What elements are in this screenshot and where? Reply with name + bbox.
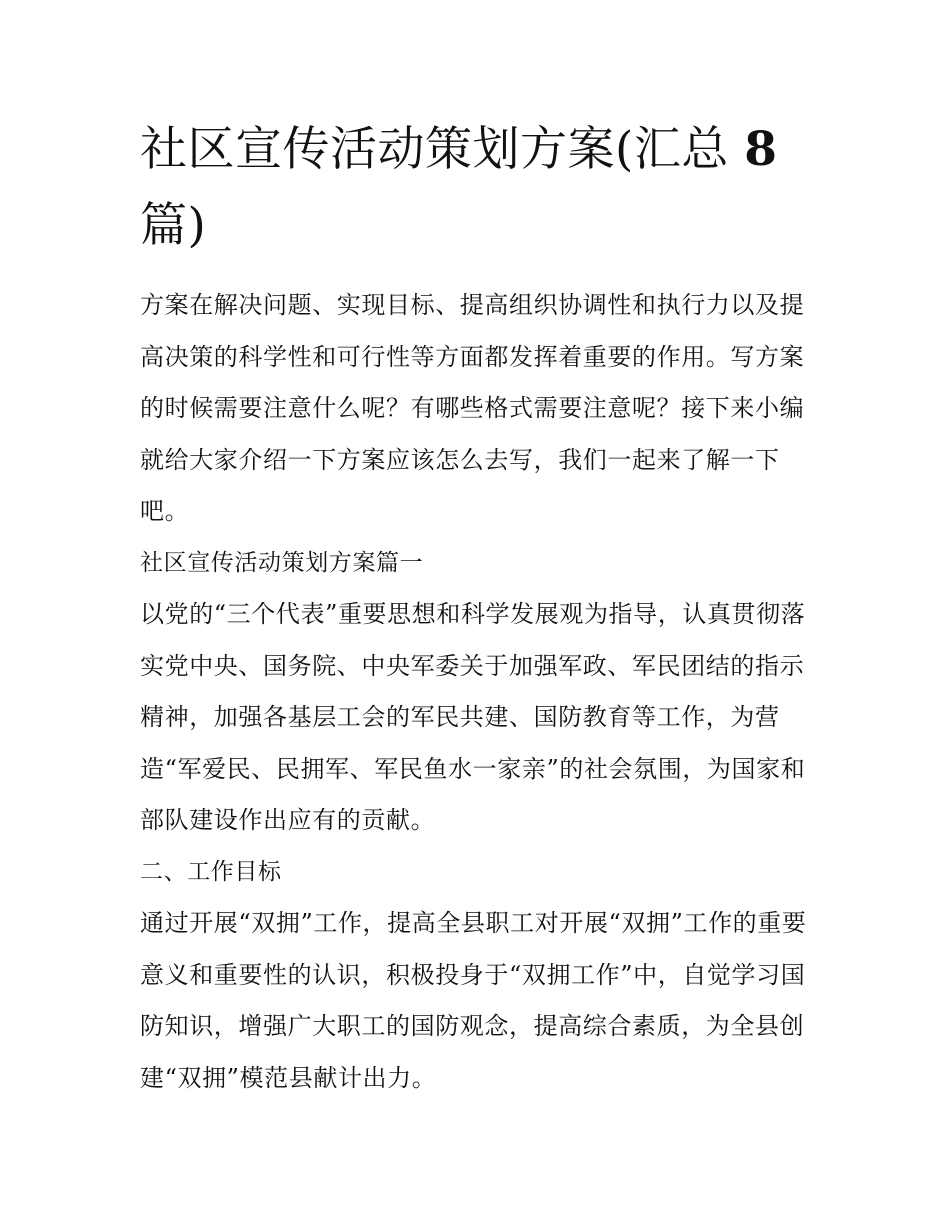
intro-paragraph xyxy=(140,280,820,538)
title-end-text: 篇) xyxy=(140,198,207,253)
section-two-paragraph xyxy=(140,898,820,1104)
section-two-line: 意义和重要性的认识，积极投身于“双拥工作”中，自觉学习国 xyxy=(140,960,806,989)
section-two-line: 防知识，增强广大职工的国防观念，提高综合素质，为全县创 xyxy=(140,1012,805,1040)
intro-line: 就给大家介绍一下方案应该怎么去写，我们一起来了解一下 xyxy=(140,445,780,474)
section-one-line: 部队建设作出应有的贡献。 xyxy=(140,806,436,834)
title-main-text: 社区宣传活动策划方案(汇总 xyxy=(140,122,729,177)
intro-line: 高决策的科学性和可行性等方面都发挥着重要的作用。写方案 xyxy=(140,342,805,371)
section-one-heading: 社区宣传活动策划方案篇一 xyxy=(140,549,424,576)
section-one-line: 以党的“三个代表”重要思想和科学发展观为指导，认真贯彻落 xyxy=(140,600,806,628)
intro-line: 的时候需要注意什么呢？有哪些格式需要注意呢？接下来小编 xyxy=(140,394,805,422)
intro-line: 吧。 xyxy=(140,497,190,525)
section-one-line: 精神，加强各基层工会的军民共建、国防教育等工作，为营 xyxy=(140,703,780,731)
section-two-heading: 二、工作目标 xyxy=(140,858,282,885)
section-two-line: 建“双拥”模范县献计出力。 xyxy=(140,1063,437,1092)
intro-line: 方案在解决问题、实现目标、提高组织协调性和执行力以及提 xyxy=(140,291,805,319)
title-number: 8 xyxy=(744,122,778,177)
document-title xyxy=(140,112,830,264)
section-one-line: 实党中央、国务院、中央军委关于加强军政、军民团结的指示 xyxy=(140,651,805,680)
document-body xyxy=(140,280,820,1104)
section-one-line: 造“军爱民、民拥军、军民鱼水一家亲”的社会氛围，为国家和 xyxy=(140,754,806,783)
section-one-paragraph xyxy=(140,589,820,847)
section-two-line: 通过开展“双拥”工作，提高全县职工对开展“双拥”工作的重要 xyxy=(140,909,807,937)
